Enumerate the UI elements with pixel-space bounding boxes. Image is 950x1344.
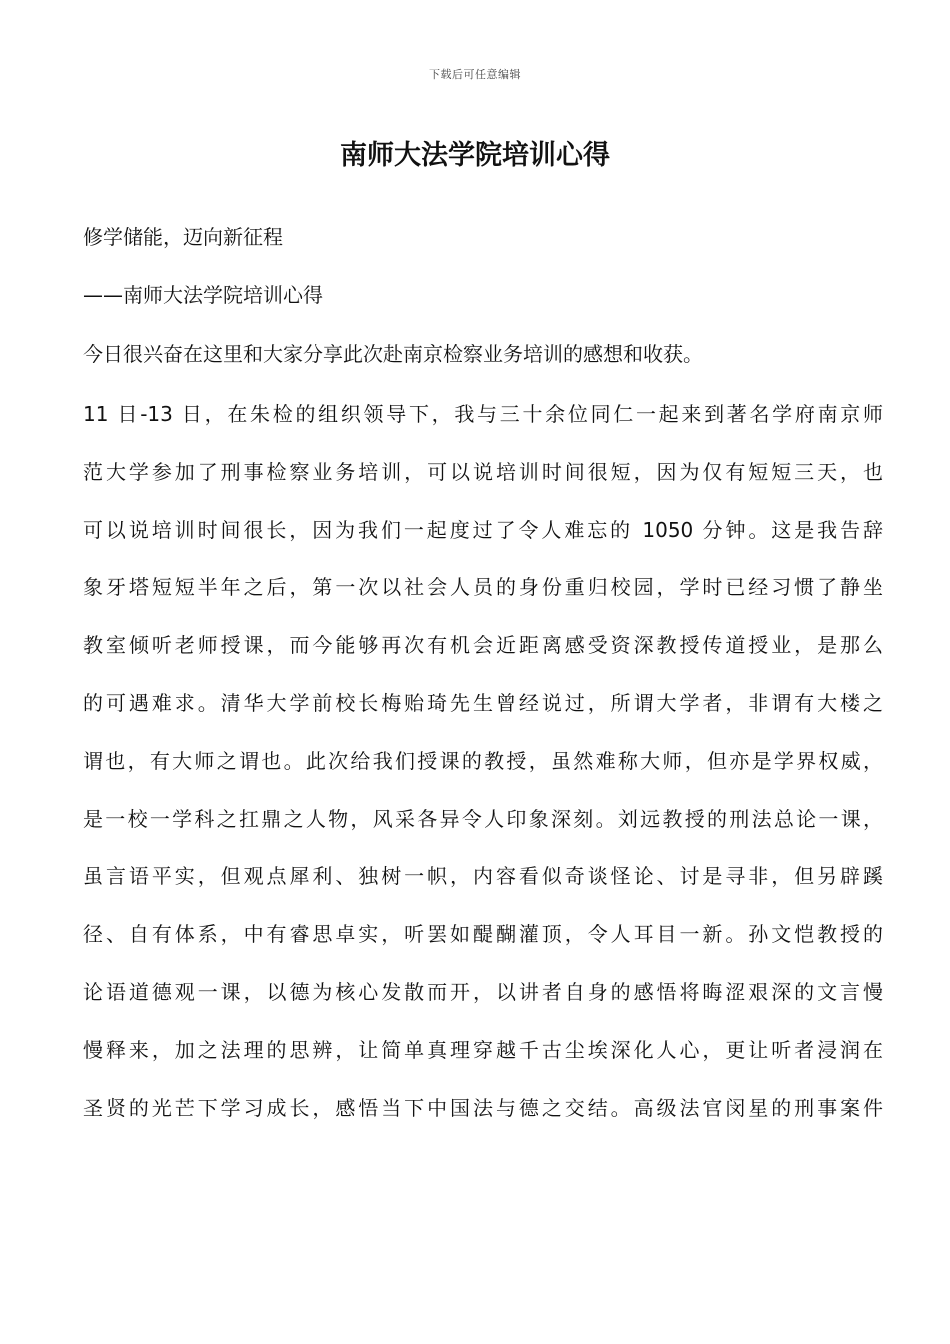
intro-paragraph: 今日很兴奋在这里和大家分享此次赴南京检察业务培训的感想和收获。 [83,342,703,366]
subtitle-sub: ——南师大法学院培训心得 [83,283,323,307]
body-line: 范大学参加了刑事检察业务培训，可以说培训时间很短，因为仅有短短三天，也 [83,459,883,484]
body-line: 慢释来，加之法理的思辨，让简单真理穿越千古尘埃深化人心，更让听者浸润在 [83,1037,883,1062]
document-title: 南师大法学院培训心得 [340,140,610,171]
body-line: 教室倾听老师授课，而今能够再次有机会近距离感受资深教授传道授业，是那么 [83,633,883,658]
subtitle-main: 修学储能，迈向新征程 [83,225,283,249]
header-note: 下载后可任意编辑 [429,68,521,81]
body-line: 可以说培训时间很长，因为我们一起度过了令人难忘的 1050 分钟。这是我告辞 [83,517,883,542]
body-line: 11 日-13 日，在朱检的组织领导下，我与三十余位同仁一起来到著名学府南京师 [83,402,883,426]
body-line: 径、自有体系，中有睿思卓实，听罢如醍醐灌顶，令人耳目一新。孙文恺教授的 [83,922,883,947]
body-line: 虽言语平实，但观点犀利、独树一帜，内容看似奇谈怪论、讨是寻非，但另辟蹊 [83,864,883,889]
body-line: 圣贤的光芒下学习成长，感悟当下中国法与德之交结。高级法官闵星的刑事案件 [83,1095,883,1120]
body-line: 谓也，有大师之谓也。此次给我们授课的教授，虽然难称大师，但亦是学界权威， [83,748,883,773]
body-line: 是一校一学科之扛鼎之人物，风采各异令人印象深刻。刘远教授的刑法总论一课， [83,806,883,831]
body-line: 象牙塔短短半年之后，第一次以社会人员的身份重归校园，学时已经习惯了静坐 [83,575,883,600]
body-paragraph [83,400,883,1151]
body-line: 论语道德观一课，以德为核心发散而开，以讲者自身的感悟将晦涩艰深的文言慢 [83,979,883,1004]
body-line: 的可遇难求。清华大学前校长梅贻琦先生曾经说过，所谓大学者，非谓有大楼之 [83,690,883,715]
